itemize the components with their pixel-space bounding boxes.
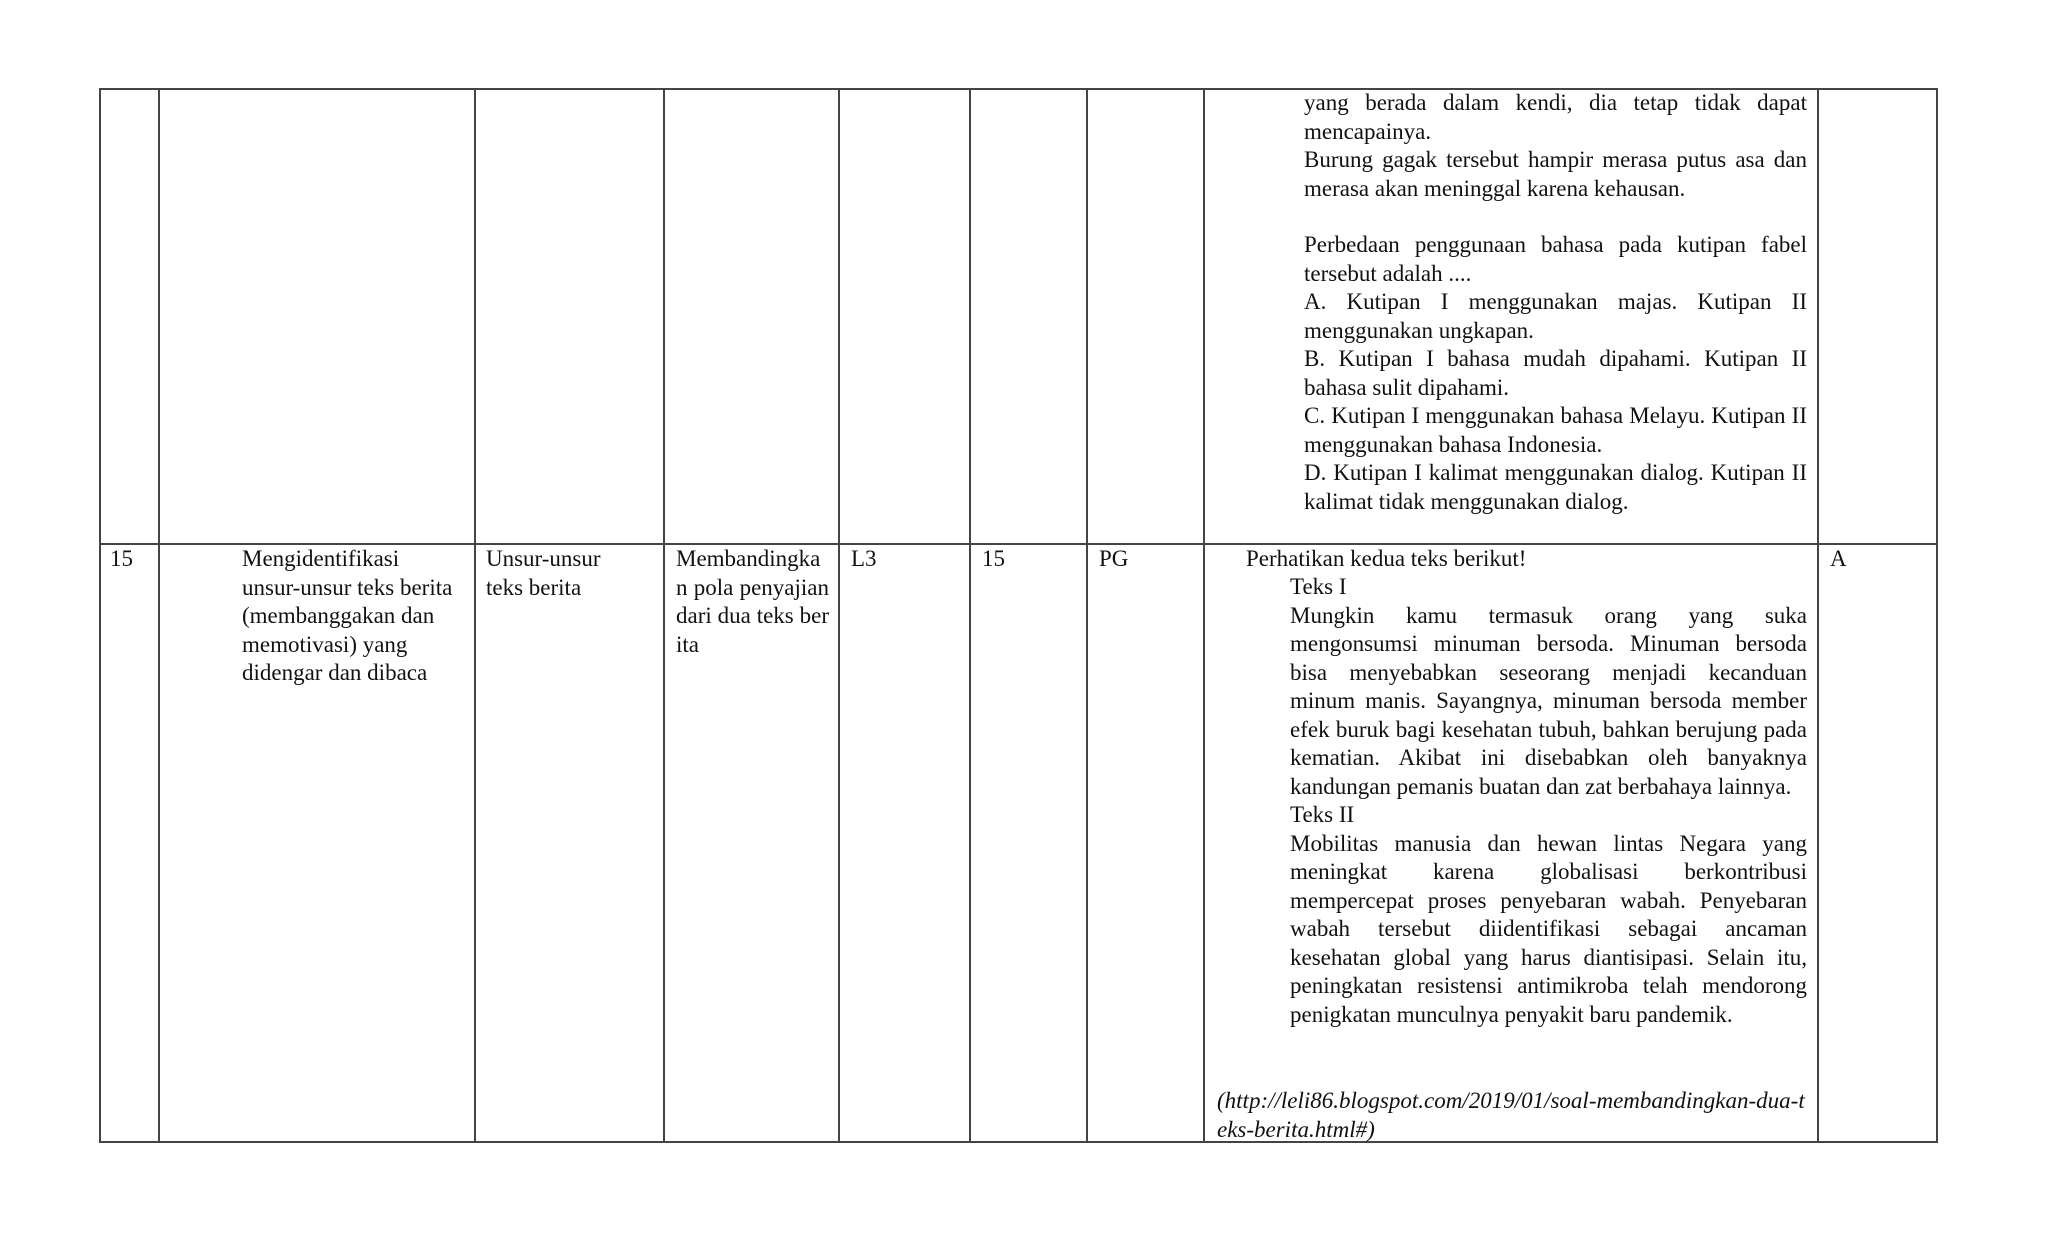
- level-cell: L3: [851, 546, 877, 571]
- continuation-paragraph: yang berada dalam kendi, dia tetap tidak dapat mencapainya.: [1304, 90, 1807, 144]
- material-cell: Unsur-unsur teks berita: [486, 546, 601, 600]
- competency-cell: Mengidentifikasi unsur-unsur teks berita (membanggakan dan memotivasi) yang didengar dan dibaca: [242, 546, 453, 685]
- answer-key-cell: A: [1830, 546, 1847, 571]
- answer-option-b: B. Kutipan I bahasa mudah dipahami. Kutipan II bahasa sulit dipahami.: [1304, 346, 1807, 400]
- answer-option-a: A. Kutipan I menggunakan majas. Kutipan II menggunakan ungkapan.: [1304, 289, 1807, 343]
- col-border: [1203, 88, 1205, 1142]
- col-border: [474, 88, 476, 1142]
- text1-body: Mungkin kamu termasuk orang yang suka mengonsumsi minuman bersoda. Minuman bersoda bisa menyebabkan seseorang menjadi kecanduan minum manis. Sayangnya, minuman bersoda member efek buruk bagi kesehatan tubuh, bahkan berujung pada kematian. Akibat ini disebabkan oleh banyaknya kandungan pemanis buatan dan zat berbahaya lainnya.: [1290, 602, 1807, 799]
- answer-option-c: C. Kutipan I menggunakan bahasa Melayu. Kutipan II menggunakan bahasa Indonesia.: [1304, 403, 1807, 457]
- row-number: 15: [110, 546, 133, 571]
- col-border: [1936, 88, 1938, 1142]
- text2-body: Mobilitas manusia dan hewan lintas Negara yang meningkat karena globalisasi berkontribusi mempercepat proses penyebaran wabah. Penyebaran wabah tersebut diidentifikasi sebagai ancaman kesehatan global yang harus diantisipasi. Selain itu, peningkatan resistensi antimikroba telah mendorong penigkatan munculnya penyakit baru pandemik.: [1290, 830, 1807, 1027]
- col-border: [1817, 88, 1819, 1142]
- question-texts: [1290, 573, 1807, 1029]
- col-border: [838, 88, 840, 1142]
- question-prompt: Perbedaan penggunaan bahasa pada kutipan fabel tersebut adalah ....: [1304, 232, 1807, 286]
- col-border: [158, 88, 160, 1142]
- col-border: [99, 88, 101, 1142]
- question-continuation: [1304, 89, 1807, 516]
- indicator-cell: Membandingkan pola penyajian dari dua teks berita: [676, 546, 829, 657]
- text2-label: Teks II: [1290, 802, 1355, 827]
- col-border: [969, 88, 971, 1142]
- answer-option-d: D. Kutipan I kalimat menggunakan dialog. Kutipan II kalimat tidak menggunakan dialog.: [1304, 460, 1807, 514]
- col-border: [1086, 88, 1088, 1142]
- text1-label: Teks I: [1290, 574, 1347, 599]
- form-cell: PG: [1099, 546, 1129, 571]
- source-citation: (http://leli86.blogspot.com/2019/01/soal-membandingkan-dua-teks-berita.html#): [1217, 1088, 1805, 1142]
- col-border: [663, 88, 665, 1142]
- continuation-paragraph: Burung gagak tersebut hampir merasa putus asa dan merasa akan meninggal karena kehausan.: [1304, 147, 1807, 201]
- question-intro: Perhatikan kedua teks berikut!: [1246, 546, 1527, 571]
- item-number-cell: 15: [982, 546, 1005, 571]
